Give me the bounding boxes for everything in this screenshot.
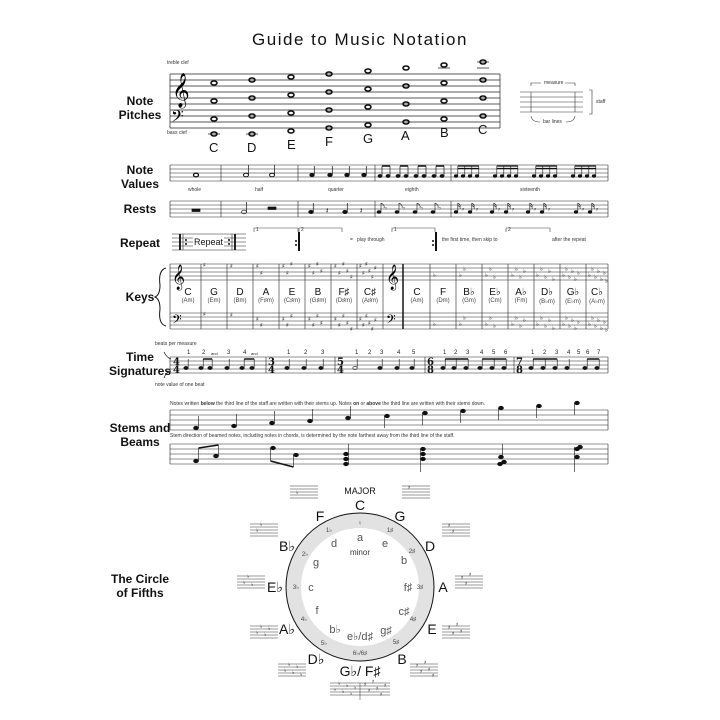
svg-text:2: 2 <box>304 350 308 356</box>
svg-text:♯: ♯ <box>338 322 341 329</box>
svg-text:♯: ♯ <box>380 692 383 698</box>
svg-text:3♭: 3♭ <box>292 585 300 591</box>
svg-text:♭: ♭ <box>489 266 492 273</box>
svg-text:♭: ♭ <box>346 683 349 689</box>
svg-text:D♭: D♭ <box>307 651 325 667</box>
svg-text:2♯: 2♯ <box>408 549 416 555</box>
svg-text:♯: ♯ <box>460 629 463 635</box>
svg-text:♯: ♯ <box>346 268 349 275</box>
svg-text:♯: ♯ <box>350 326 353 333</box>
svg-text:4: 4 <box>173 357 180 368</box>
treble-clef-icon: 𝄞 <box>386 265 400 290</box>
svg-text:♭: ♭ <box>433 272 436 279</box>
svg-text:f♯: f♯ <box>403 582 413 594</box>
repeat-text: Repeat <box>194 237 224 247</box>
svg-text:4: 4 <box>480 350 484 356</box>
pitch-name: F <box>325 134 333 149</box>
svg-text:♯: ♯ <box>432 673 435 679</box>
svg-text:E: E <box>427 621 437 637</box>
svg-text:♯: ♯ <box>374 265 377 272</box>
svg-text:♭: ♭ <box>260 624 263 630</box>
pitch-name: C <box>478 122 488 137</box>
svg-text:B♭: B♭ <box>279 538 295 554</box>
svg-text:2: 2 <box>543 350 547 356</box>
svg-text:♭: ♭ <box>342 689 345 695</box>
svg-text:𝄿: 𝄿 <box>596 207 598 213</box>
key-label-sharp-3: A (F♯m) <box>258 287 274 304</box>
svg-text:♯: ♯ <box>230 263 233 270</box>
svg-text:a: a <box>356 532 364 544</box>
svg-text:♭: ♭ <box>568 323 571 330</box>
svg-text:♭: ♭ <box>459 272 462 279</box>
key-label-flat-7: C♭ (A♭m) <box>589 287 605 305</box>
svg-text:♯: ♯ <box>448 625 451 631</box>
svg-text:1♭: 1♭ <box>325 528 333 534</box>
key-label-sharp-1: G (Em) <box>207 287 221 304</box>
svg-text:♯: ♯ <box>362 322 365 329</box>
key-label-sharp-2: D (Bm) <box>233 287 247 304</box>
svg-text:♭: ♭ <box>515 266 518 273</box>
svg-text:2♭: 2♭ <box>301 552 309 558</box>
svg-text:𝄿: 𝄿 <box>512 207 514 213</box>
svg-text:♭: ♭ <box>251 582 254 588</box>
pitch-name: E <box>287 137 296 152</box>
svg-text:g♯: g♯ <box>380 625 392 637</box>
svg-text:♯: ♯ <box>376 686 379 692</box>
svg-text:♯: ♯ <box>452 631 455 637</box>
svg-text:♭: ♭ <box>288 662 291 668</box>
key-label-sharp-5: B (G♯m) <box>309 287 327 304</box>
svg-text:6♭/6♯: 6♭/6♯ <box>352 651 368 657</box>
svg-text:♭: ♭ <box>243 580 246 586</box>
svg-text:♯: ♯ <box>203 262 206 269</box>
svg-text:B: B <box>397 651 407 667</box>
svg-text:♭: ♭ <box>493 274 496 281</box>
svg-text:♯: ♯ <box>374 317 377 324</box>
caption-sixteenth: sixteenth <box>520 187 541 193</box>
svg-text:♯: ♯ <box>365 313 368 320</box>
key-label-flat-2: B♭ (Gm) <box>462 287 476 304</box>
section-label-keys: Keys <box>125 290 155 304</box>
svg-text:5♭: 5♭ <box>320 641 328 647</box>
svg-text:♭: ♭ <box>565 266 568 273</box>
svg-text:♭: ♭ <box>334 687 337 693</box>
svg-text:c: c <box>308 582 314 594</box>
svg-text:♭: ♭ <box>256 528 259 534</box>
svg-text:5♯: 5♯ <box>392 640 400 646</box>
svg-text:♯: ♯ <box>290 313 293 320</box>
svg-text:♭: ♭ <box>571 317 574 324</box>
svg-text:6: 6 <box>427 357 434 368</box>
svg-text:♯: ♯ <box>428 667 431 673</box>
key-label-flat-5: D♭ (B♭m) <box>539 287 555 305</box>
key-label-flat-3: E♭ (Cm) <box>488 287 502 304</box>
ending-1-label: 1 <box>394 227 397 233</box>
pitch-name: C <box>209 140 219 155</box>
bass-clef-icon: 𝄢 <box>386 312 396 330</box>
svg-text:♯: ♯ <box>316 313 319 320</box>
svg-text:♭: ♭ <box>562 272 565 279</box>
svg-text:and: and <box>251 351 258 356</box>
svg-text:3: 3 <box>380 350 384 356</box>
caption-eighth: eighth <box>405 187 419 193</box>
svg-text:♭: ♭ <box>523 268 526 275</box>
svg-text:♯: ♯ <box>416 663 419 669</box>
svg-text:♯: ♯ <box>260 270 263 277</box>
svg-text:𝄽: 𝄽 <box>326 206 329 215</box>
svg-text:♯: ♯ <box>282 263 285 270</box>
label-line: Note <box>126 94 154 108</box>
svg-text:♯: ♯ <box>461 575 464 581</box>
svg-text:C: C <box>354 497 366 513</box>
svg-text:♭: ♭ <box>552 325 555 332</box>
svg-text:♯: ♯ <box>334 316 337 323</box>
key-label-sharp-0: C (Am) <box>181 287 195 304</box>
svg-text:𝄾: 𝄾 <box>403 206 405 213</box>
svg-text:♭: ♭ <box>300 672 303 678</box>
svg-text:♭: ♭ <box>511 321 514 328</box>
svg-text:♯: ♯ <box>290 261 293 268</box>
svg-text:𝄿: 𝄿 <box>548 207 550 213</box>
svg-text:♭: ♭ <box>577 270 580 277</box>
svg-text:𝄽: 𝄽 <box>360 206 363 215</box>
svg-text:♭: ♭ <box>489 315 492 322</box>
bar-lines-label: bar lines <box>543 119 562 125</box>
svg-text:♯: ♯ <box>286 270 289 277</box>
key-label-flat-1: F (Dm) <box>436 287 450 304</box>
svg-text:𝄿: 𝄿 <box>462 207 464 213</box>
svg-text:♯: ♯ <box>312 322 315 329</box>
major-label: MAJOR <box>344 486 376 496</box>
svg-text:2: 2 <box>368 350 372 356</box>
svg-text:♯: ♯ <box>368 268 371 275</box>
svg-text:♯: ♯ <box>350 274 353 281</box>
label-line: Time <box>126 350 154 364</box>
svg-text:♭: ♭ <box>605 278 608 285</box>
key-label-sharp-4: E (C♯m) <box>283 287 301 304</box>
svg-text:♭: ♭ <box>354 685 357 691</box>
label-line: Stems and <box>109 421 171 435</box>
svg-text:♯: ♯ <box>334 263 337 270</box>
svg-text:4: 4 <box>173 365 180 376</box>
svg-text:♭: ♭ <box>536 321 539 328</box>
svg-text:G♭/ F♯: G♭/ F♯ <box>339 663 381 679</box>
svg-text:e♭/d♯: e♭/d♯ <box>347 631 373 643</box>
svg-text:e: e <box>381 538 389 550</box>
svg-text:8: 8 <box>516 365 523 376</box>
label-line: The Circle <box>110 572 170 586</box>
caption-whole: whole <box>188 187 202 193</box>
svg-text:♭: ♭ <box>600 325 603 332</box>
svg-text:♯: ♯ <box>371 326 374 333</box>
svg-text:♭: ♭ <box>338 681 341 687</box>
svg-text:♭: ♭ <box>548 268 551 275</box>
svg-text:♭: ♭ <box>574 325 577 332</box>
svg-text:♭: ♭ <box>536 272 539 279</box>
label-line: Note <box>126 163 154 177</box>
svg-text:G: G <box>394 508 406 524</box>
svg-text:d: d <box>330 538 338 550</box>
svg-text:3: 3 <box>466 350 470 356</box>
svg-text:♭: ♭ <box>603 270 606 277</box>
key-label-flat-0: C (Am) <box>410 287 424 304</box>
svg-text:4♭: 4♭ <box>300 617 308 623</box>
svg-text:c♯: c♯ <box>398 606 410 618</box>
svg-text:A♭: A♭ <box>279 621 295 637</box>
svg-text:1♯: 1♯ <box>386 528 394 534</box>
svg-text:♯: ♯ <box>203 311 206 318</box>
svg-text:♭: ♭ <box>284 668 287 674</box>
svg-text:𝄾: 𝄾 <box>385 206 387 213</box>
svg-text:♭: ♭ <box>540 266 543 273</box>
svg-text:and: and <box>211 351 218 356</box>
first-time-text: the first time, then skip to <box>442 237 498 243</box>
svg-text:4: 4 <box>243 350 247 356</box>
svg-text:♭: ♭ <box>577 319 580 326</box>
svg-text:♯: ♯ <box>320 320 323 327</box>
svg-text:D: D <box>424 538 436 554</box>
svg-text:♯: ♯ <box>256 263 259 270</box>
svg-text:♭: ♭ <box>433 321 436 328</box>
svg-text:4♯: 4♯ <box>409 617 417 623</box>
svg-text:♭: ♭ <box>515 315 518 322</box>
svg-text:♭: ♭ <box>264 632 267 638</box>
svg-text:2: 2 <box>454 350 458 356</box>
svg-text:♯: ♯ <box>364 682 367 688</box>
page-title: Guide to Music Notation <box>252 30 468 49</box>
after-repeat-text: after the repeat <box>552 237 586 243</box>
pitch-name: A <box>401 128 410 143</box>
svg-text:4: 4 <box>567 350 571 356</box>
svg-text:𝄾: 𝄾 <box>439 206 441 213</box>
svg-text:𝄾: 𝄾 <box>421 206 423 213</box>
svg-text:♯: ♯ <box>286 322 289 329</box>
svg-text:4: 4 <box>268 365 275 376</box>
svg-text:♭: ♭ <box>292 670 295 676</box>
staff-label: staff <box>596 99 606 105</box>
svg-text:♭: ♭ <box>268 626 271 632</box>
svg-text:♯: ♯ <box>384 683 387 689</box>
svg-text:♭: ♭ <box>485 321 488 328</box>
svg-text:♯: ♯ <box>452 529 455 535</box>
svg-text:♯: ♯ <box>308 263 311 270</box>
svg-text:3: 3 <box>227 350 231 356</box>
svg-text:♭: ♭ <box>485 272 488 279</box>
svg-text:♯: ♯ <box>420 669 423 675</box>
svg-text:1: 1 <box>187 350 191 356</box>
label-line: Values <box>120 177 160 191</box>
key-label-sharp-6: F♯ (D♯m) <box>335 287 353 304</box>
section-label-repeat: Repeat <box>119 236 160 250</box>
treble-clef-icon: 𝄞 <box>172 73 190 108</box>
ending-1-label: 1 <box>256 227 259 233</box>
svg-text:7: 7 <box>516 357 523 368</box>
svg-text:♯: ♯ <box>456 622 459 628</box>
svg-text:♯: ♯ <box>371 274 374 281</box>
svg-text:♯: ♯ <box>469 572 472 578</box>
svg-text:♭: ♭ <box>591 315 594 322</box>
svg-text:♭: ♭ <box>544 323 547 330</box>
bass-clef-icon: 𝄢 <box>172 312 182 330</box>
svg-text:♯: ♯ <box>359 263 362 270</box>
svg-text:♮: ♮ <box>358 521 362 527</box>
section-label-rests: Rests <box>123 202 157 216</box>
svg-text:𝄿: 𝄿 <box>534 207 536 213</box>
svg-text:♭: ♭ <box>552 276 555 283</box>
svg-text:4: 4 <box>397 350 401 356</box>
svg-text:♯: ♯ <box>346 320 349 327</box>
bass-clef-label: bass clef <box>167 130 187 136</box>
key-label-flat-6: G♭ (E♭m) <box>565 287 581 305</box>
svg-text:♯: ♯ <box>312 270 315 277</box>
svg-text:1: 1 <box>287 350 291 356</box>
treble-clef-label: treble clef <box>167 60 189 66</box>
svg-text:b♭: b♭ <box>329 624 341 636</box>
svg-text:♭: ♭ <box>296 490 299 496</box>
svg-text:♭: ♭ <box>594 323 597 330</box>
svg-text:♭: ♭ <box>463 266 466 273</box>
svg-text:6: 6 <box>586 350 590 356</box>
svg-text:A: A <box>438 579 448 595</box>
svg-text:𝄿: 𝄿 <box>582 207 584 213</box>
svg-text:1: 1 <box>355 350 359 356</box>
svg-text:𝄿: 𝄿 <box>476 207 478 213</box>
equals-sign: = <box>350 237 353 243</box>
svg-text:♯: ♯ <box>260 322 263 329</box>
svg-text:♭: ♭ <box>256 630 259 636</box>
ending-2-label: 2 <box>301 227 304 233</box>
svg-text:♯: ♯ <box>362 270 365 277</box>
caption-quarter: quarter <box>328 187 344 193</box>
svg-text:♯: ♯ <box>372 679 375 685</box>
svg-text:4: 4 <box>337 365 344 376</box>
bass-clef-icon: 𝄢 <box>171 106 184 130</box>
svg-text:♭: ♭ <box>588 272 591 279</box>
svg-text:♯: ♯ <box>365 261 368 268</box>
pitch-name: B <box>440 125 449 140</box>
inner-circle <box>301 528 419 646</box>
play-through-text: play through <box>357 237 385 243</box>
svg-text:♭: ♭ <box>296 664 299 670</box>
svg-text:5: 5 <box>337 357 344 368</box>
svg-text:𝄿: 𝄿 <box>498 207 500 213</box>
beats-per-measure-label: beats per measure <box>155 341 197 347</box>
svg-text:♭: ♭ <box>247 574 250 580</box>
svg-text:♭: ♭ <box>571 268 574 275</box>
svg-text:E♭: E♭ <box>267 579 283 595</box>
svg-text:♯: ♯ <box>359 316 362 323</box>
svg-text:♭: ♭ <box>493 323 496 330</box>
svg-text:♭: ♭ <box>523 317 526 324</box>
pitch-name: D <box>247 140 257 155</box>
treble-clef-icon: 𝄞 <box>172 265 186 290</box>
svg-text:7: 7 <box>597 350 601 356</box>
svg-text:♭: ♭ <box>588 321 591 328</box>
svg-text:♯: ♯ <box>320 268 323 275</box>
svg-text:3♯: 3♯ <box>416 585 424 591</box>
svg-text:♭: ♭ <box>605 327 608 334</box>
svg-text:♯: ♯ <box>368 320 371 327</box>
svg-text:♯: ♯ <box>368 688 371 694</box>
svg-text:♭: ♭ <box>574 276 577 283</box>
svg-text:♯: ♯ <box>448 523 451 529</box>
label-line: of Fifths <box>116 586 164 600</box>
minor-label: minor <box>349 548 371 557</box>
svg-text:3: 3 <box>268 357 275 368</box>
measure-label: measure <box>544 80 564 86</box>
svg-text:♯: ♯ <box>342 313 345 320</box>
svg-text:♭: ♭ <box>260 522 263 528</box>
label-line: Signatures <box>108 364 171 378</box>
svg-text:♭: ♭ <box>519 274 522 281</box>
svg-text:3: 3 <box>555 350 559 356</box>
svg-text:♯: ♯ <box>308 316 311 323</box>
svg-text:♭: ♭ <box>562 321 565 328</box>
label-line: Beams <box>120 435 160 449</box>
svg-text:3: 3 <box>321 350 325 356</box>
svg-text:♯: ♯ <box>408 485 411 491</box>
svg-text:♯: ♯ <box>338 270 341 277</box>
svg-text:♯: ♯ <box>282 316 285 323</box>
svg-text:♭: ♭ <box>565 315 568 322</box>
svg-text:F: F <box>315 508 325 524</box>
key-label-flat-4: A♭ (Fm) <box>514 287 528 304</box>
svg-text:♭: ♭ <box>597 317 600 324</box>
svg-text:6: 6 <box>504 350 508 356</box>
key-label-sharp-7: C♯ (A♯m) <box>362 287 378 304</box>
pitch-name: G <box>363 131 374 146</box>
svg-text:♭: ♭ <box>594 274 597 281</box>
note-value-label: note value of one beat <box>155 382 205 388</box>
svg-text:♯: ♯ <box>316 261 319 268</box>
svg-text:♭: ♭ <box>519 323 522 330</box>
ending-2-label: 2 <box>508 227 511 233</box>
svg-text:g: g <box>312 557 320 569</box>
svg-text:♯: ♯ <box>342 261 345 268</box>
caption-half: half <box>255 187 264 193</box>
svg-text:♭: ♭ <box>600 276 603 283</box>
svg-text:♭: ♭ <box>540 315 543 322</box>
svg-text:5: 5 <box>492 350 496 356</box>
svg-text:5: 5 <box>412 350 416 356</box>
svg-text:♭: ♭ <box>350 691 353 697</box>
svg-text:♭: ♭ <box>591 266 594 273</box>
svg-text:8: 8 <box>427 365 434 376</box>
svg-text:♭: ♭ <box>511 272 514 279</box>
svg-text:♭: ♭ <box>597 268 600 275</box>
label-line: Pitches <box>118 108 162 122</box>
svg-text:1: 1 <box>531 350 535 356</box>
svg-text:♯: ♯ <box>230 312 233 319</box>
svg-text:f: f <box>315 605 319 617</box>
svg-text:1: 1 <box>443 350 447 356</box>
svg-text:♯: ♯ <box>465 581 468 587</box>
svg-text:♭: ♭ <box>459 321 462 328</box>
svg-text:♭: ♭ <box>463 315 466 322</box>
svg-text:5: 5 <box>577 350 581 356</box>
svg-text:♭: ♭ <box>548 317 551 324</box>
svg-text:♯: ♯ <box>424 660 427 666</box>
stems-rule-1: Notes written below the third line of the staff are written with their stems up. Notes on or above the third line are written with their stems down. <box>170 401 486 407</box>
svg-text:b: b <box>400 555 408 567</box>
svg-text:♭: ♭ <box>544 274 547 281</box>
svg-text:♯: ♯ <box>256 316 259 323</box>
svg-text:♭: ♭ <box>603 319 606 326</box>
stems-rule-2: Stem direction of beamed notes, including notes in chords, is determined by the note farthest away from the third line of the staff. <box>170 433 455 439</box>
svg-text:2: 2 <box>202 350 206 356</box>
svg-text:♭: ♭ <box>568 274 571 281</box>
